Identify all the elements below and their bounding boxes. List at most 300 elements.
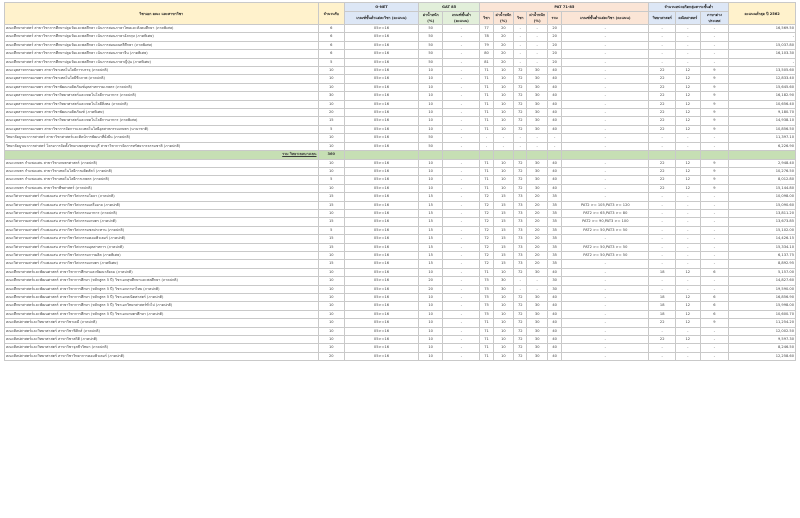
cell-pat-total: 30 [547,285,561,293]
cell-common-language: - [700,226,729,234]
cell-common-language: - [700,218,729,226]
cell-onet-min: 05>=16 [345,83,419,91]
cell-pat-weight-1: 10 [493,327,513,335]
cell-common-math: 12 [676,75,701,83]
table-row [5,58,796,66]
table-row [5,260,796,268]
cell-pat-subject-2: - [514,142,527,150]
cell-seats: 15 [318,193,345,201]
cell-gat-min: - [443,243,480,251]
cell-pat-weight-2: 30 [527,344,547,352]
cell-gat-min: - [443,117,480,125]
header-min-score: คะแนนต่ำสุด ปี 2562 [729,3,796,25]
cell-common-language: 9 [700,75,729,83]
cell-pat-weight-2: 20 [527,201,547,209]
header-pat-weight-1: ค่าน้ำหนัก (%) [493,12,513,25]
section-empty-cell [562,151,649,159]
cell-min-score: 5,157.00 [729,268,796,276]
cell-gat-weight: 10 [418,159,443,167]
cell-pat-weight-2: 30 [527,92,547,100]
cell-min-score: 15,998.00 [729,302,796,310]
cell-common-math: - [676,218,701,226]
cell-common-science: 22 [649,167,676,175]
cell-pat-subject-2: 73 [514,243,527,251]
cell-pat-weight-2: - [527,277,547,285]
cell-seats: 5 [318,176,345,184]
cell-pat-subject-1: 71 [480,109,493,117]
cell-onet-min: 05>=16 [345,218,419,226]
cell-program-name: คณะเกษตร กำแพงแสน สาขาวิชาพืชศาสตร์ (ภาคปกติ) [5,184,319,192]
cell-common-science: 22 [649,336,676,344]
cell-pat-total: 35 [547,218,561,226]
cell-pat-weight-1: 15 [493,193,513,201]
cell-pat-min: PAT2 >= 90,PAT3 >= 100 [562,218,649,226]
cell-seats: 10 [318,302,345,310]
cell-program-name: คณะวิศวกรรมศาสตร์ กำแพงแสน สาขาวิชาวิศวกรรมอาหาร (ภาคปกติ) [5,209,319,217]
cell-onet-min: 05>=16 [345,33,419,41]
cell-common-science: 22 [649,319,676,327]
cell-common-language: 9 [700,184,729,192]
header-onet: O-NET [345,3,419,12]
cell-onet-min: 05>=16 [345,344,419,352]
cell-common-science: 22 [649,176,676,184]
cell-onet-min: 05>=16 [345,285,419,293]
cell-gat-weight: 50 [418,58,443,66]
cell-pat-weight-2: 30 [527,83,547,91]
cell-min-score: - [729,33,796,41]
cell-onet-min: 05>=16 [345,184,419,192]
cell-gat-weight: 50 [418,41,443,49]
cell-pat-subject-1: 71 [480,268,493,276]
cell-pat-subject-1: 71 [480,184,493,192]
cell-onet-min: 05>=16 [345,193,419,201]
cell-onet-min: 05>=16 [345,41,419,49]
header-row-1 [5,3,796,12]
cell-pat-subject-1: 72 [480,209,493,217]
cell-min-score: 6,137.75 [729,251,796,259]
cell-pat-weight-2: 20 [527,193,547,201]
cell-program-name: คณะเกษตร กำแพงแสน สาขาวิชาเทคโนโลยีการเกษตร (ภาคปกติ) [5,176,319,184]
cell-min-score: 10,098.00 [729,193,796,201]
cell-common-science: - [649,352,676,360]
cell-common-math: 12 [676,125,701,133]
cell-pat-subject-1: 71 [480,167,493,175]
cell-pat-min: PAT2 >= 105,PAT3 >= 120 [562,201,649,209]
cell-common-science: 22 [649,67,676,75]
cell-program-name: คณะวิศวกรรมศาสตร์ กำแพงแสน สาขาวิชาวิศวกรรมเกษตร (ภาคปกติ) [5,218,319,226]
cell-seats: 10 [318,75,345,83]
cell-pat-weight-2: 30 [527,294,547,302]
cell-pat-min: PAT2 >= 65,PAT3 >= 80 [562,209,649,217]
cell-pat-weight-1: 10 [493,319,513,327]
cell-min-score: 19,590.00 [729,285,796,293]
cell-pat-subject-2: 72 [514,83,527,91]
cell-pat-subject-1: 72 [480,218,493,226]
cell-pat-weight-1: 10 [493,109,513,117]
cell-gat-min: - [443,251,480,259]
header-pat-weight-2: ค่าน้ำหนัก (%) [527,12,547,25]
cell-common-language: - [700,243,729,251]
cell-gat-weight: 10 [418,336,443,344]
cell-program-name: คณะวิศวกรรมศาสตร์ กำแพงแสน สาขาวิชาวิศวกรรมคอมพิวเตอร์ (ภาคปกติ) [5,235,319,243]
cell-pat-min: - [562,33,649,41]
cell-pat-subject-2: - [514,58,527,66]
cell-pat-weight-2: - [527,58,547,66]
cell-common-science: 18 [649,302,676,310]
cell-min-score: 8,246.50 [729,344,796,352]
header-gat: GAT 85 [418,3,479,12]
cell-program-name: คณะศึกษาศาสตร์ สาขาวิชาการศึกษาปฐมวัยและพลศึกษา เน้นการสอนดนตรีศึกษา (ภาคพิเศษ) [5,41,319,49]
cell-min-score: 13,505.60 [729,67,796,75]
cell-onet-min: 05>=16 [345,67,419,75]
cell-onet-min: 05>=16 [345,159,419,167]
cell-pat-weight-1: 30 [493,285,513,293]
cell-pat-min: - [562,109,649,117]
cell-seats: 10 [318,142,345,150]
cell-pat-subject-2: 72 [514,327,527,335]
cell-gat-weight: 10 [418,167,443,175]
table-row [5,125,796,133]
cell-common-science: - [649,285,676,293]
cell-program-name: คณะวิศวกรรมศาสตร์ กำแพงแสน สาขาวิชาวิศวกรรมโยธา (ภาคปกติ) [5,193,319,201]
cell-pat-total: 40 [547,352,561,360]
cell-pat-min: - [562,260,649,268]
cell-pat-weight-2: 30 [527,310,547,318]
cell-pat-weight-1: 15 [493,243,513,251]
cell-common-science: - [649,344,676,352]
cell-pat-weight-2: 30 [527,125,547,133]
cell-pat-total: 20 [547,33,561,41]
cell-common-language: - [700,285,729,293]
cell-common-math: 12 [676,167,701,175]
cell-pat-min: - [562,25,649,33]
cell-program-name: คณะศึกษาศาสตร์และพัฒนศาสตร์ สาขาวิชาการศึกษา (หลักสูตร 5 ปี) วิชาเอกสุขศึกษาและพลศึกษา (ภาคปกติ) [5,277,319,285]
cell-min-score: 2,948.40 [729,159,796,167]
cell-pat-weight-1: 20 [493,50,513,58]
cell-pat-weight-1: 15 [493,209,513,217]
cell-pat-min: - [562,100,649,108]
cell-min-score: - [729,58,796,66]
header-pat-subject-1: วิชา [480,12,493,25]
header-program: วิชาเอก คณะ และสาขาวิชา [5,3,319,25]
cell-program-name: คณะอุตสาหกรรมเกษตร สาขาวิชาการจัดการและเทคโนโลยีอุตสาหกรรมเกษตร (นานาชาติ) [5,125,319,133]
cell-pat-subject-2: 72 [514,100,527,108]
cell-pat-subject-2: - [514,134,527,142]
cell-program-name: คณะศึกษาศาสตร์ สาขาวิชาการศึกษาปฐมวัยและพลศึกษา เน้นการสอนภาษาไทยและสังคมศึกษา (ภาคพิเศษ) [5,25,319,33]
cell-pat-total: 40 [547,125,561,133]
cell-program-name: วิทยาลัยบูรณาการศาสตร์ โครงการจัดตั้งวิทยาเขตสุพรรณบุรี สาขาวิชาการจัดการทรัพยากรธรรมชาติ (ภาคปกติ) [5,142,319,150]
cell-program-name: คณะศึกษาศาสตร์และพัฒนศาสตร์ สาขาวิชาการศึกษา (หลักสูตร 5 ปี) วิชาเอกเกษตรศึกษา (ภาคปกติ) [5,310,319,318]
cell-common-math: 12 [676,176,701,184]
cell-pat-subject-1: 75 [480,285,493,293]
cell-pat-min: - [562,83,649,91]
cell-pat-subject-1: 71 [480,159,493,167]
cell-min-score: 11,397.10 [729,134,796,142]
section-empty-cell [700,151,729,159]
cell-common-language: - [700,33,729,41]
cell-pat-weight-2: - [527,50,547,58]
cell-seats: 6 [318,25,345,33]
cell-common-math: - [676,226,701,234]
cell-pat-subject-2: 72 [514,117,527,125]
cell-min-score: 16,856.90 [729,294,796,302]
table-row [5,352,796,360]
cell-gat-min: - [443,209,480,217]
cell-common-science: - [649,235,676,243]
cell-pat-weight-1: 10 [493,344,513,352]
cell-gat-weight: 10 [418,294,443,302]
cell-common-math: 12 [676,184,701,192]
table-row [5,251,796,259]
table-row [5,176,796,184]
cell-common-language: - [700,344,729,352]
cell-common-math: - [676,201,701,209]
table-row [5,201,796,209]
cell-pat-min: - [562,336,649,344]
cell-common-science: - [649,209,676,217]
cell-gat-min: - [443,184,480,192]
cell-common-math: - [676,142,701,150]
cell-common-language: 9 [700,67,729,75]
cell-pat-weight-1: 20 [493,25,513,33]
cell-onet-min: 05>=16 [345,243,419,251]
cell-common-science: 18 [649,294,676,302]
cell-min-score: 15,334.10 [729,243,796,251]
cell-pat-total: 20 [547,41,561,49]
cell-common-math: 12 [676,336,701,344]
cell-pat-subject-1: 81 [480,58,493,66]
cell-pat-subject-2: - [514,41,527,49]
section-empty-cell [527,151,547,159]
cell-seats: 10 [318,319,345,327]
section-empty-cell [676,151,701,159]
cell-gat-min: - [443,109,480,117]
cell-gat-min: - [443,277,480,285]
cell-pat-weight-2: 30 [527,159,547,167]
cell-pat-weight-2: 30 [527,75,547,83]
cell-common-math: - [676,193,701,201]
cell-gat-weight: 10 [418,344,443,352]
cell-pat-weight-1: 10 [493,184,513,192]
table-row [5,336,796,344]
cell-common-science: 22 [649,100,676,108]
cell-pat-weight-1: 10 [493,83,513,91]
cell-onet-min: 05>=16 [345,235,419,243]
cell-common-science: - [649,327,676,335]
cell-pat-total: - [547,142,561,150]
section-label: รวม วิทยาเขตบางเขน [5,151,319,159]
cell-pat-subject-2: - [514,285,527,293]
cell-seats: 10 [318,209,345,217]
cell-pat-subject-2: 73 [514,201,527,209]
cell-pat-total: 40 [547,310,561,318]
cell-program-name: คณะอุตสาหกรรมเกษตร สาขาวิชาวิทยาศาสตร์และเทคโนโลยีการอาหาร (ภาคปกติ) [5,92,319,100]
cell-seats: 10 [318,277,345,285]
cell-common-math: 12 [676,294,701,302]
cell-seats: 10 [318,310,345,318]
cell-onet-min: 05>=16 [345,268,419,276]
cell-gat-min: - [443,235,480,243]
cell-pat-weight-1: 10 [493,125,513,133]
header-gat-weight: ค่าน้ำหนัก (%) [418,12,443,25]
cell-onet-min: 05>=16 [345,310,419,318]
cell-program-name: คณะอุตสาหกรรมเกษตร สาขาวิชาพัฒนาผลิตภัณฑ์อุตสาหกรรมเกษตร (ภาคปกติ) [5,83,319,91]
cell-min-score: 14,827.60 [729,277,796,285]
cell-gat-weight: 10 [418,184,443,192]
cell-onet-min: 05>=16 [345,336,419,344]
cell-gat-min: - [443,226,480,234]
cell-pat-weight-1: 10 [493,159,513,167]
cell-pat-weight-1: 10 [493,294,513,302]
section-empty-cell [345,151,419,159]
section-seats: 360 [318,151,345,159]
cell-pat-total: 35 [547,209,561,217]
cell-common-language: 6 [700,268,729,276]
cell-gat-min: - [443,193,480,201]
cell-common-math: 12 [676,117,701,125]
cell-seats: 30 [318,92,345,100]
cell-pat-total: 40 [547,319,561,327]
cell-min-score: 15,037.80 [729,41,796,49]
cell-common-science: - [649,226,676,234]
table-row [5,327,796,335]
cell-common-language: - [700,209,729,217]
cell-onet-min: 05>=16 [345,294,419,302]
cell-common-language: 9 [700,159,729,167]
cell-common-math: 12 [676,319,701,327]
cell-pat-total: 35 [547,193,561,201]
cell-pat-subject-2: 72 [514,344,527,352]
cell-pat-weight-2: 30 [527,176,547,184]
cell-pat-subject-1: 71 [480,125,493,133]
cell-min-score: 16,182.90 [729,92,796,100]
cell-min-score: 8,012.80 [729,176,796,184]
cell-seats: 20 [318,109,345,117]
cell-program-name: คณะวิศวกรรมศาสตร์ กำแพงแสน สาขาวิชาวิศวกรรมชลประทาน (ภาคปกติ) [5,226,319,234]
cell-pat-subject-1: 80 [480,50,493,58]
cell-gat-min: - [443,67,480,75]
cell-seats: 10 [318,344,345,352]
header-common-science: วิทยาศาสตร์ [649,12,676,25]
cell-seats: 5 [318,125,345,133]
cell-min-score: 15,144.80 [729,184,796,192]
cell-pat-subject-1: 77 [480,25,493,33]
cell-common-science: 22 [649,92,676,100]
cell-gat-weight: 20 [418,277,443,285]
cell-gat-min: - [443,352,480,360]
cell-common-science: - [649,277,676,285]
cell-gat-weight: 10 [418,327,443,335]
cell-pat-subject-1: 71 [480,100,493,108]
cell-pat-subject-1: 71 [480,336,493,344]
header-pat-subject-2: วิชา [514,12,527,25]
cell-common-science: - [649,243,676,251]
cell-pat-subject-1: 79 [480,41,493,49]
cell-pat-min: - [562,75,649,83]
cell-pat-min: - [562,352,649,360]
cell-seats: 15 [318,117,345,125]
cell-min-score: 10,856.50 [729,125,796,133]
cell-pat-min: - [562,92,649,100]
table-row [5,218,796,226]
cell-gat-min: - [443,58,480,66]
section-empty-cell [729,151,796,159]
cell-pat-subject-2: 73 [514,226,527,234]
cell-common-science: 22 [649,125,676,133]
cell-seats: 15 [318,201,345,209]
cell-pat-subject-2: 73 [514,209,527,217]
cell-program-name: วิทยาลัยบูรณาการศาสตร์ สาขาวิชาศาสตร์และศิลป์การพัฒนาที่ยั่งยืน (ภาคปกติ) [5,134,319,142]
cell-pat-weight-2: - [527,25,547,33]
cell-pat-min: - [562,184,649,192]
table-row [5,142,796,150]
section-empty-cell [493,151,513,159]
section-empty-cell [418,151,443,159]
section-total-row [5,151,796,159]
cell-common-language: - [700,336,729,344]
cell-pat-total: 40 [547,167,561,175]
cell-common-math: - [676,50,701,58]
header-pat-total: รวม [547,12,561,25]
cell-program-name: คณะอุตสาหกรรมเกษตร สาขาวิชาเทคโนโลยีการบรรจุ (ภาคปกติ) [5,67,319,75]
cell-common-language: 6 [700,302,729,310]
cell-gat-weight: 15 [418,226,443,234]
cell-program-name: คณะอุตสาหกรรมเกษตร สาขาวิชาวิทยาศาสตร์และเทคโนโลยีสิ่งทอ (ภาคปกติ) [5,100,319,108]
section-empty-cell [480,151,493,159]
cell-gat-min: - [443,25,480,33]
cell-pat-weight-1: 15 [493,235,513,243]
cell-gat-weight: 50 [418,50,443,58]
cell-program-name: คณะอุตสาหกรรมเกษตร สาขาวิชาพัฒนาผลิตภัณฑ์ (ภาคพิเศษ) [5,109,319,117]
cell-common-math: 12 [676,109,701,117]
cell-pat-min: - [562,310,649,318]
cell-pat-subject-2: 72 [514,319,527,327]
cell-common-language: - [700,260,729,268]
cell-gat-weight: 50 [418,25,443,33]
cell-pat-weight-2: 30 [527,167,547,175]
cell-pat-subject-2: 72 [514,184,527,192]
cell-pat-subject-2: 72 [514,92,527,100]
cell-common-science: - [649,201,676,209]
cell-gat-weight: 15 [418,243,443,251]
cell-gat-weight: 10 [418,117,443,125]
cell-gat-weight: 10 [418,268,443,276]
cell-seats: 10 [318,336,345,344]
cell-pat-subject-2: 72 [514,67,527,75]
cell-pat-weight-1: 10 [493,336,513,344]
cell-pat-weight-1: 15 [493,226,513,234]
cell-common-science: 22 [649,159,676,167]
cell-seats: 15 [318,235,345,243]
cell-onet-min: 05>=16 [345,226,419,234]
cell-onet-min: 05>=16 [345,277,419,285]
cell-pat-weight-1: 20 [493,41,513,49]
table-row [5,167,796,175]
cell-common-math: 12 [676,302,701,310]
cell-pat-total: 40 [547,184,561,192]
cell-common-math: - [676,235,701,243]
cell-gat-weight: 10 [418,352,443,360]
table-row [5,75,796,83]
cell-common-language: 9 [700,125,729,133]
cell-onet-min: 05>=16 [345,167,419,175]
cell-program-name: คณะเกษตร กำแพงแสน สาขาวิชาเกษตรศาสตร์ (ภาคปกติ) [5,159,319,167]
cell-pat-min: - [562,235,649,243]
cell-pat-total: 35 [547,235,561,243]
cell-common-science: - [649,50,676,58]
cell-min-score: 9,180.70 [729,109,796,117]
cell-pat-subject-2: 73 [514,218,527,226]
